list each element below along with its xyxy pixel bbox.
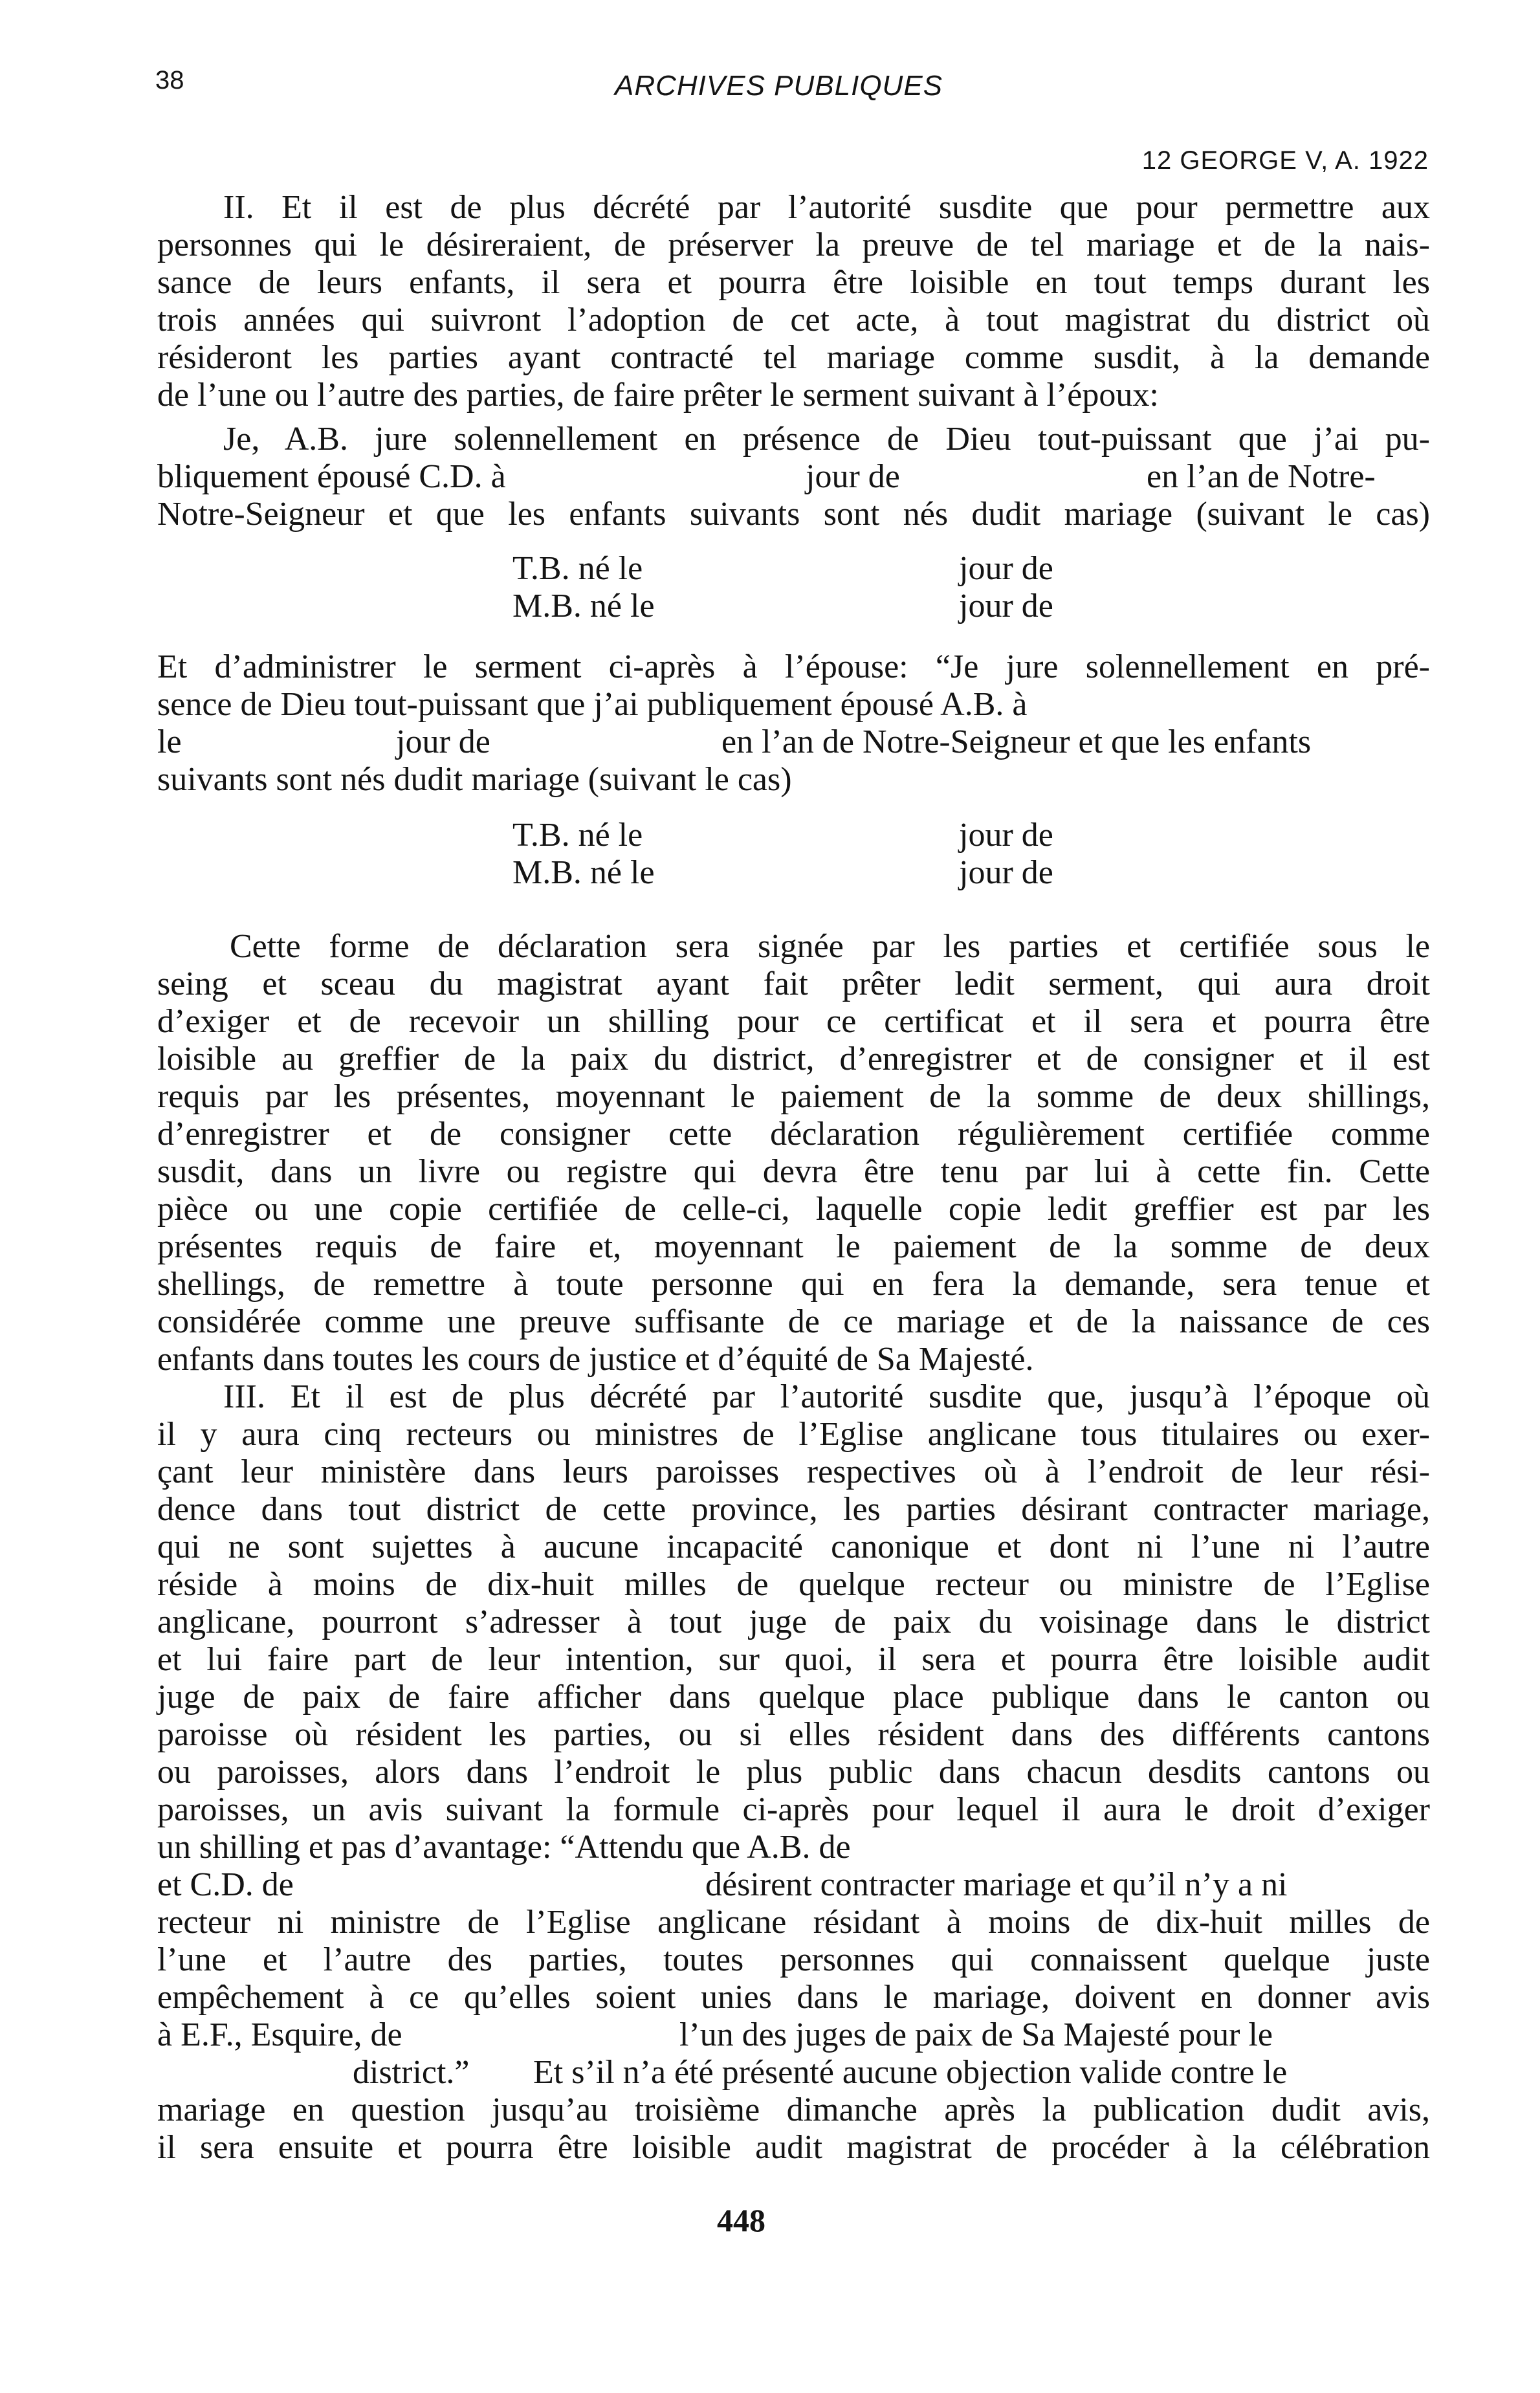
text-segment: en l’an de Notre-Seigneur et que les enfants (721, 723, 1312, 760)
text-line: paroisse où résident les parties, ou si elles résident dans des différents cantons (157, 1716, 1430, 1753)
text-segment: jour de (806, 458, 900, 495)
child-day: jour de (959, 550, 1053, 587)
child-day: jour de (959, 854, 1053, 891)
text-line: anglicane, pourront s’adresser à tout juge de paix du voisinage dans le district (157, 1604, 1430, 1640)
text-line: l’une et l’autre des parties, toutes personnes qui connaissent quelque juste (157, 1941, 1430, 1978)
text-line: mariage en question jusqu’au troisième dimanche après la publication dudit avis, (157, 2091, 1430, 2128)
header-session: 12 GEORGE V, A. 1922 (1141, 146, 1429, 175)
text-line: dence dans tout district de cette province, les parties désirant contracter mariage, (157, 1491, 1430, 1528)
child-entry: M.B. né le (512, 854, 655, 891)
text-line: Et d’administrer le serment ci-après à l’épouse: “Je jure solennellement en pré- (157, 648, 1430, 685)
text-line: résideront les parties ayant contracté tel mariage comme susdit, à la demande (157, 339, 1430, 376)
text-line: requis par les présentes, moyennant le paiement de la somme de deux shillings, (157, 1078, 1430, 1115)
text-line: il y aura cinq recteurs ou ministres de l’Eglise anglicane tous titulaires ou exer- (157, 1416, 1430, 1453)
text-line: qui ne sont sujettes à aucune incapacité canonique et dont ni l’une ni l’autre (157, 1528, 1430, 1565)
child-entry: T.B. né le (512, 550, 643, 587)
text-line: Je, A.B. jure solennellement en présence de Dieu tout-puissant que j’ai pu- (223, 421, 1430, 458)
text-segment: Et s’il n’a été présenté aucune objection valide contre le (533, 2054, 1288, 2091)
child-day: jour de (959, 817, 1053, 854)
text-line: paroisses, un avis suivant la formule ci-après pour lequel il aura le droit d’exiger (157, 1791, 1430, 1828)
text-line: considérée comme une preuve suffisante de ce mariage et de la naissance de ces (157, 1303, 1430, 1340)
text-line: sance de leurs enfants, il sera et pourra être loisible en tout temps durant les (157, 264, 1430, 301)
text-segment: et C.D. de (157, 1866, 294, 1903)
text-line: enfants dans toutes les cours de justice et d’équité de Sa Majesté. (157, 1341, 1034, 1378)
text-segment: sence de Dieu tout-puissant que j’ai publiquement épousé A.B. à (157, 686, 1028, 723)
text-line: III. Et il est de plus décrété par l’autorité susdite que, jusqu’à l’époque où (223, 1378, 1430, 1415)
text-line: Cette forme de déclaration sera signée par les parties et certifiée sous le (230, 928, 1430, 965)
text-line: juge de paix de faire afficher dans quelque place publique dans le canton ou (157, 1679, 1430, 1715)
text-segment: en l’an de Notre- (1147, 458, 1376, 495)
text-line: présentes requis de faire et, moyennant le paiement de la somme de deux (157, 1228, 1430, 1265)
child-entry: T.B. né le (512, 817, 643, 854)
text-line: çant leur ministère dans leurs paroisses respectives où à l’endroit de leur rési- (157, 1453, 1430, 1490)
text-line: pièce ou une copie certifiée de celle-ci, laquelle copie ledit greffier est par les (157, 1191, 1430, 1228)
text-line: susdit, dans un livre ou registre qui devra être tenu par lui à cette fin. Cette (157, 1153, 1430, 1190)
header-page-number: 38 (155, 66, 184, 94)
footer-page-number: 448 (717, 2202, 765, 2238)
child-day: jour de (959, 588, 1053, 624)
text-line: II. Et il est de plus décrété par l’autorité susdite que pour permettre aux (223, 189, 1430, 226)
text-line: il sera ensuite et pourra être loisible audit magistrat de procéder à la célébration (157, 2129, 1430, 2166)
text-line: ou paroisses, alors dans l’endroit le plus public dans chacun desdits cantons ou (157, 1754, 1430, 1791)
text-segment: bliquement épousé C.D. à (157, 458, 506, 495)
text-line: d’enregistrer et de consigner cette déclaration régulièrement certifiée comme (157, 1116, 1430, 1152)
text-line: empêchement à ce qu’elles soient unies dans le mariage, doivent en donner avis (157, 1979, 1430, 2016)
text-line: personnes qui le désireraient, de préserver la preuve de tel mariage et de la nais- (157, 226, 1430, 263)
text-line: de l’une ou l’autre des parties, de faire prêter le serment suivant à l’époux: (157, 377, 1159, 414)
text-line: loisible au greffier de la paix du district, d’enregistrer et de consigner et il est (157, 1041, 1430, 1077)
text-line: recteur ni ministre de l’Eglise anglicane résidant à moins de dix-huit milles de (157, 1904, 1430, 1941)
text-line: shellings, de remettre à toute personne qui en fera la demande, sera tenue et (157, 1266, 1430, 1303)
text-segment: un shilling et pas d’avantage: “Attendu que A.B. de (157, 1829, 851, 1866)
text-segment: l’un des juges de paix de Sa Majesté pour le (679, 2016, 1273, 2053)
text-segment: district.” (353, 2054, 470, 2091)
text-line: Notre-Seigneur et que les enfants suivants sont nés dudit mariage (suivant le cas) (157, 496, 1430, 533)
child-entry: M.B. né le (512, 588, 655, 624)
text-segment: le (157, 723, 182, 760)
text-line: réside à moins de dix-huit milles de quelque recteur ou ministre de l’Eglise (157, 1566, 1430, 1603)
text-segment: désirent contracter mariage et qu’il n’y a ni (705, 1866, 1288, 1903)
text-segment: suivants sont nés dudit mariage (suivant le cas) (157, 761, 792, 798)
header-title: ARCHIVES PUBLIQUES (615, 70, 943, 102)
text-line: trois années qui suivront l’adoption de cet acte, à tout magistrat du district où (157, 302, 1430, 338)
text-line: et lui faire part de leur intention, sur quoi, il sera et pourra être loisible audit (157, 1641, 1430, 1678)
text-line: seing et sceau du magistrat ayant fait prêter ledit serment, qui aura droit (157, 965, 1430, 1002)
text-segment: jour de (396, 723, 490, 760)
text-line: d’exiger et de recevoir un shilling pour ce certificat et il sera et pourra être (157, 1003, 1430, 1040)
text-segment: à E.F., Esquire, de (157, 2016, 402, 2053)
